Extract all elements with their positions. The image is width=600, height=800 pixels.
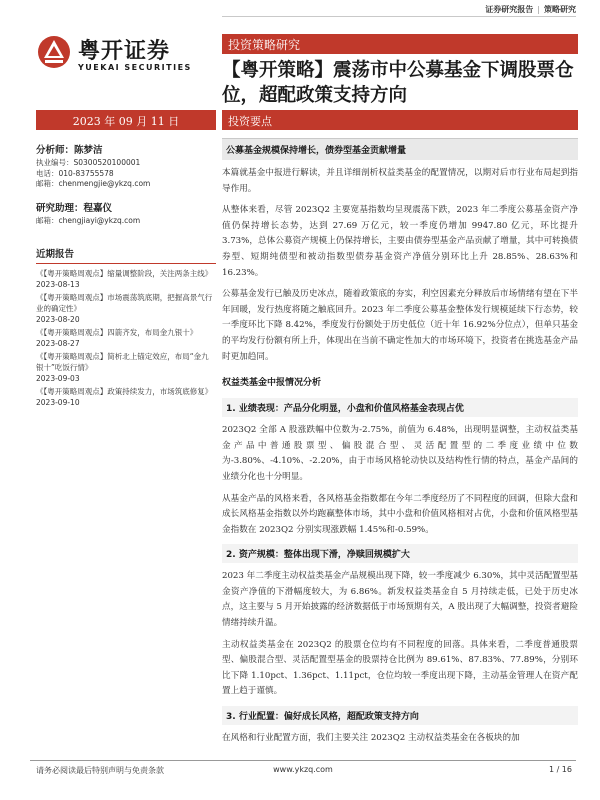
analyst-phone: 电话：010-83755578 <box>36 168 114 178</box>
analyst-heading: 分析师：陈梦洁 <box>36 145 103 156</box>
report-category: 策略研究 <box>544 5 576 14</box>
analyst-email: 邮箱：chenmengjie@ykzq.com <box>36 179 151 188</box>
report-type: 证券研究报告 <box>485 5 534 14</box>
logo-english-name: YUEKAI SECURITIES <box>78 63 192 72</box>
recent-report-item[interactable] <box>36 351 216 384</box>
subheading-performance: 1. 业绩表现：产品分化明显，小盘和价值风格基金表现占优 <box>222 398 578 417</box>
paragraph: 2023 年二季度主动权益类基金产品规模出现下降，较一季度减少 6.30%，其中灵活配置型基金资产净值的下滑幅度较大，为 6.86%。新发权益类基金自 5 月持续走低，已处于历史冰点，这主要与 5 月开始披露的经济数据低于市场预期有关，A 股出现了大幅调整，投资者避险情绪持续升温。 <box>222 571 578 629</box>
recent-report-date: 2023-09-03 <box>36 374 80 383</box>
recent-report-item[interactable] <box>36 327 216 349</box>
paragraph: 从基金产品的风格来看，各风格基金指数都在今年二季度经历了不同程度的回调，但除大盘和成长风格基金指数以外均跑赢整体市场，其中小盘和价值风格相对占优，小盘和价值风格型基金指数在 2023Q2 分别实现涨跌幅 1.45%和-0.59%。 <box>222 493 578 535</box>
paragraph: 本篇就基金中报进行解读，并且详细剖析权益类基金的配置情况，以期对后市行业布局起到指导作用。 <box>222 168 578 194</box>
header-tags <box>485 4 576 15</box>
assistant-heading: 研究助理：程嘉仪 <box>36 202 113 214</box>
recent-report-item[interactable] <box>36 292 216 325</box>
report-date: 2023 年 09 月 11 日 <box>36 110 216 130</box>
footer-page-number: 1 / 16 <box>548 765 572 774</box>
page-footer <box>30 760 576 780</box>
section-label-bar: 投资策略研究 <box>222 34 578 54</box>
recent-report-item[interactable] <box>36 268 216 290</box>
recent-report-date: 2023-08-13 <box>36 280 80 289</box>
recent-report-title: 《【粤开策略周观点】缩量调整阶段，关注两条主线》 <box>36 269 213 278</box>
yuekai-logo-icon <box>36 34 72 70</box>
spacer <box>36 226 216 236</box>
paragraph: 主动权益类基金在 2023Q2 的股票仓位均有不同程度的回落。具体来看，二季度普通股票型、偏股混合型、灵活配置型基金的股票持仓比例为 89.61%、87.83%、77.89%，分别环比下降 1.10pct、1.36pct、1.11pct，仓位均较一季度出现下降，主动基金管理人在资产配置上趋于谨慎。 <box>222 639 578 697</box>
recent-report-title: 《【粤开策略周观点】市场震荡筑底期，把握高景气行业的确定性》 <box>36 293 213 313</box>
recent-report-title: 《【粤开策略周观点】政策持续发力，市场筑底修复》 <box>36 387 213 396</box>
paragraph: 从整体来看，尽管 2023Q2 主要宽基指数均呈现震荡下跌，2023 年二季度公募基金资产净值仍保持增长态势，达到 27.69 万亿元，较一季度仍增加 9947.80 亿元，环比提升 3.73%，总体公募资产规模上仍保持增长，主要由债券型基金产品贡献了增量，其中可转换债券型、短期纯债型和被动指数型债券基金资产净值分别环比上升 28.85%、28.63%和 16.23%。 <box>222 205 578 278</box>
header-rule <box>222 16 576 17</box>
spacer <box>36 190 216 200</box>
recent-report-item[interactable] <box>36 386 216 408</box>
assistant-email: 邮箱：chengjiayi@ykzq.com <box>36 215 141 225</box>
paragraph: 在风格和行业配置方面，我们主要关注 2023Q2 主动权益类基金在各板块的加 <box>222 733 520 744</box>
paragraph: 公募基金发行已触及历史冰点，随着政策底的夯实，利空因素充分释放后市场情绪有望在下半年回暖，发行热度将随之触底回升。2023 年二季度公募基金整体发行规模延续下行态势，较一季度环比下降 8.42%，季度发行份额处于历史低位（近十年 16.92%分位点），但单只基金的平均发行份额有所上升，体现出在当前不确定性加大的市场环境下，投资者在挑选基金产品时更加趋同。 <box>222 289 578 362</box>
headline-equity-funds: 权益类基金中报情况分析 <box>222 378 322 389</box>
paragraph: 2023Q2 全部 A 股涨跌幅中位数为-2.75%，前值为 6.48%，出现明显调整，主动权益类基金产品中普通股票型、偏股混合型、灵活配置型的二季度业绩中位数为-3.80%、-4.10%、-2.20%，由于市场风格轮动快以及结构性行情的特点，基金产品间的业绩分化也十分明显。 <box>222 425 578 482</box>
recent-report-date: 2023-08-27 <box>36 339 80 348</box>
subheading-asset-scale: 2. 资产规模：整体出现下滑，净赎回规模扩大 <box>222 544 578 563</box>
footer-disclaimer: 请务必阅读最后特别声明与免责条款 <box>36 766 164 775</box>
recent-reports-heading: 近期报告 <box>36 249 75 260</box>
report-title: 【粤开策略】震荡市中公募基金下调股票仓位，超配政策支持方向 <box>222 60 574 106</box>
company-logo <box>36 34 211 78</box>
header-separator: | <box>537 5 540 14</box>
spacer <box>36 236 216 246</box>
analyst-license: 执业编号：S0300520100001 <box>36 158 141 167</box>
subheading-industry-allocation: 3. 行业配置：偏好成长风格，超配政策支持方向 <box>222 706 578 725</box>
sidebar <box>36 142 216 410</box>
headline-fund-scale: 公募基金规模保持增长，债券型基金贡献增量 <box>222 138 578 160</box>
recent-report-date: 2023-08-20 <box>36 315 80 324</box>
logo-chinese-name: 粤开证券 <box>78 39 171 64</box>
recent-report-title: 《【粤开策略周观点】四箭齐发，布局金九银十》 <box>36 328 198 337</box>
footer-website[interactable]: www.ykzq.com <box>273 765 333 774</box>
key-points-bar: 投资要点 <box>222 110 578 130</box>
recent-report-title: 《【粤开策略周观点】简析北上锚定效应，布局“金九银十”吃饭行情》 <box>36 352 209 372</box>
recent-reports-rule <box>36 263 216 264</box>
recent-report-date: 2023-09-10 <box>36 398 80 407</box>
main-content <box>222 138 578 753</box>
